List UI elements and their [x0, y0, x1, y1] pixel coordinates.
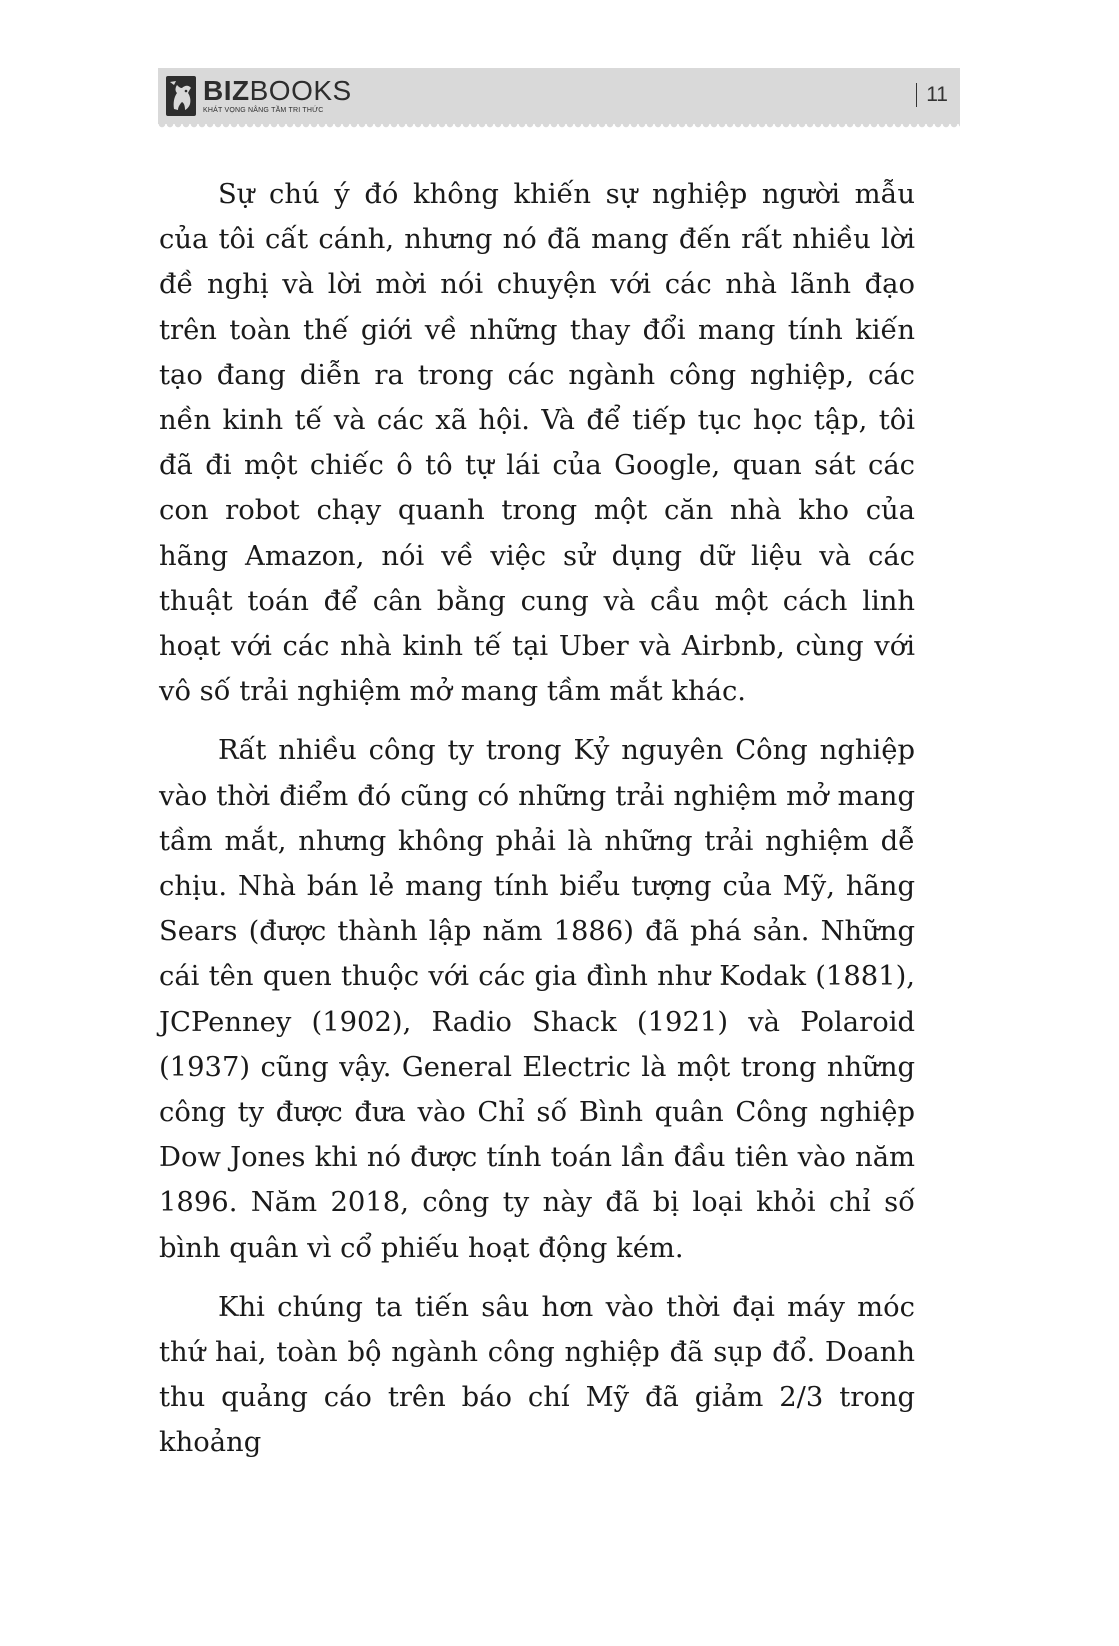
page-number	[916, 81, 948, 109]
paragraph: Khi chúng ta tiến sâu hơn vào thời đại máy móc thứ hai, toàn bộ ngành công nghiệp đã sụp đổ. Doanh thu quảng cáo trên báo chí Mỹ đã giảm 2/3 trong khoảng	[159, 1291, 915, 1459]
publisher-name-light: BOOKS	[249, 75, 352, 106]
paragraph: Rất nhiều công ty trong Kỷ nguyên Công nghiệp vào thời điểm đó cũng có những trải nghiệm mở mang tầm mắt, nhưng không phải là những trải nghiệm dễ chịu. Nhà bán lẻ mang tính biểu tượng của Mỹ, hãng Sears (được thành lập năm 1886) đã phá sản. Những cái tên quen thuộc với các gia đình như Kodak (1881), JCPenney (1902), Radio Shack (1921) và Polaroid (1937) cũng vậy. General Electric là một trong những công ty được đưa vào Chỉ số Bình quân Công nghiệp Dow Jones khi nó được tính toán lần đầu tiên vào năm 1896. Năm 2018, công ty này đã bị loại khỏi chỉ số bình quân vì cổ phiếu hoạt động kém.	[159, 735, 915, 1264]
publisher-logo	[166, 75, 352, 117]
publisher-name-bold: BIZ	[203, 75, 250, 106]
page-number-value: 11	[926, 83, 948, 106]
paragraph: Sự chú ý đó không khiến sự nghiệp người mẫu của tôi cất cánh, nhưng nó đã mang đến rất nhiều lời đề nghị và lời mời nói chuyện với các nhà lãnh đạo trên toàn thế giới về những thay đổi mang tính kiến tạo đang diễn ra trong các ngành công nghiệp, các nền kinh tế và các xã hội. Và để tiếp tục học tập, tôi đã đi một chiếc ô tô tự lái của Google, quan sát các con robot chạy quanh trong một căn nhà kho của hãng Amazon, nói về việc sử dụng dữ liệu và các thuật toán để cân bằng cung và cầu một cách linh hoạt với các nhà kinh tế tại Uber và Airbnb, cùng với vô số trải nghiệm mở mang tầm mắt khác.	[159, 179, 915, 708]
body-text	[159, 172, 915, 1466]
logo-wordmark	[203, 77, 352, 115]
header-scalloped-edge	[158, 124, 960, 129]
publisher-name	[203, 77, 352, 105]
page-number-divider	[916, 83, 918, 107]
page-header	[158, 68, 960, 124]
horse-head-logo-icon	[166, 76, 196, 116]
publisher-tagline: KHÁT VỌNG NÂNG TẦM TRI THỨC	[203, 107, 324, 114]
